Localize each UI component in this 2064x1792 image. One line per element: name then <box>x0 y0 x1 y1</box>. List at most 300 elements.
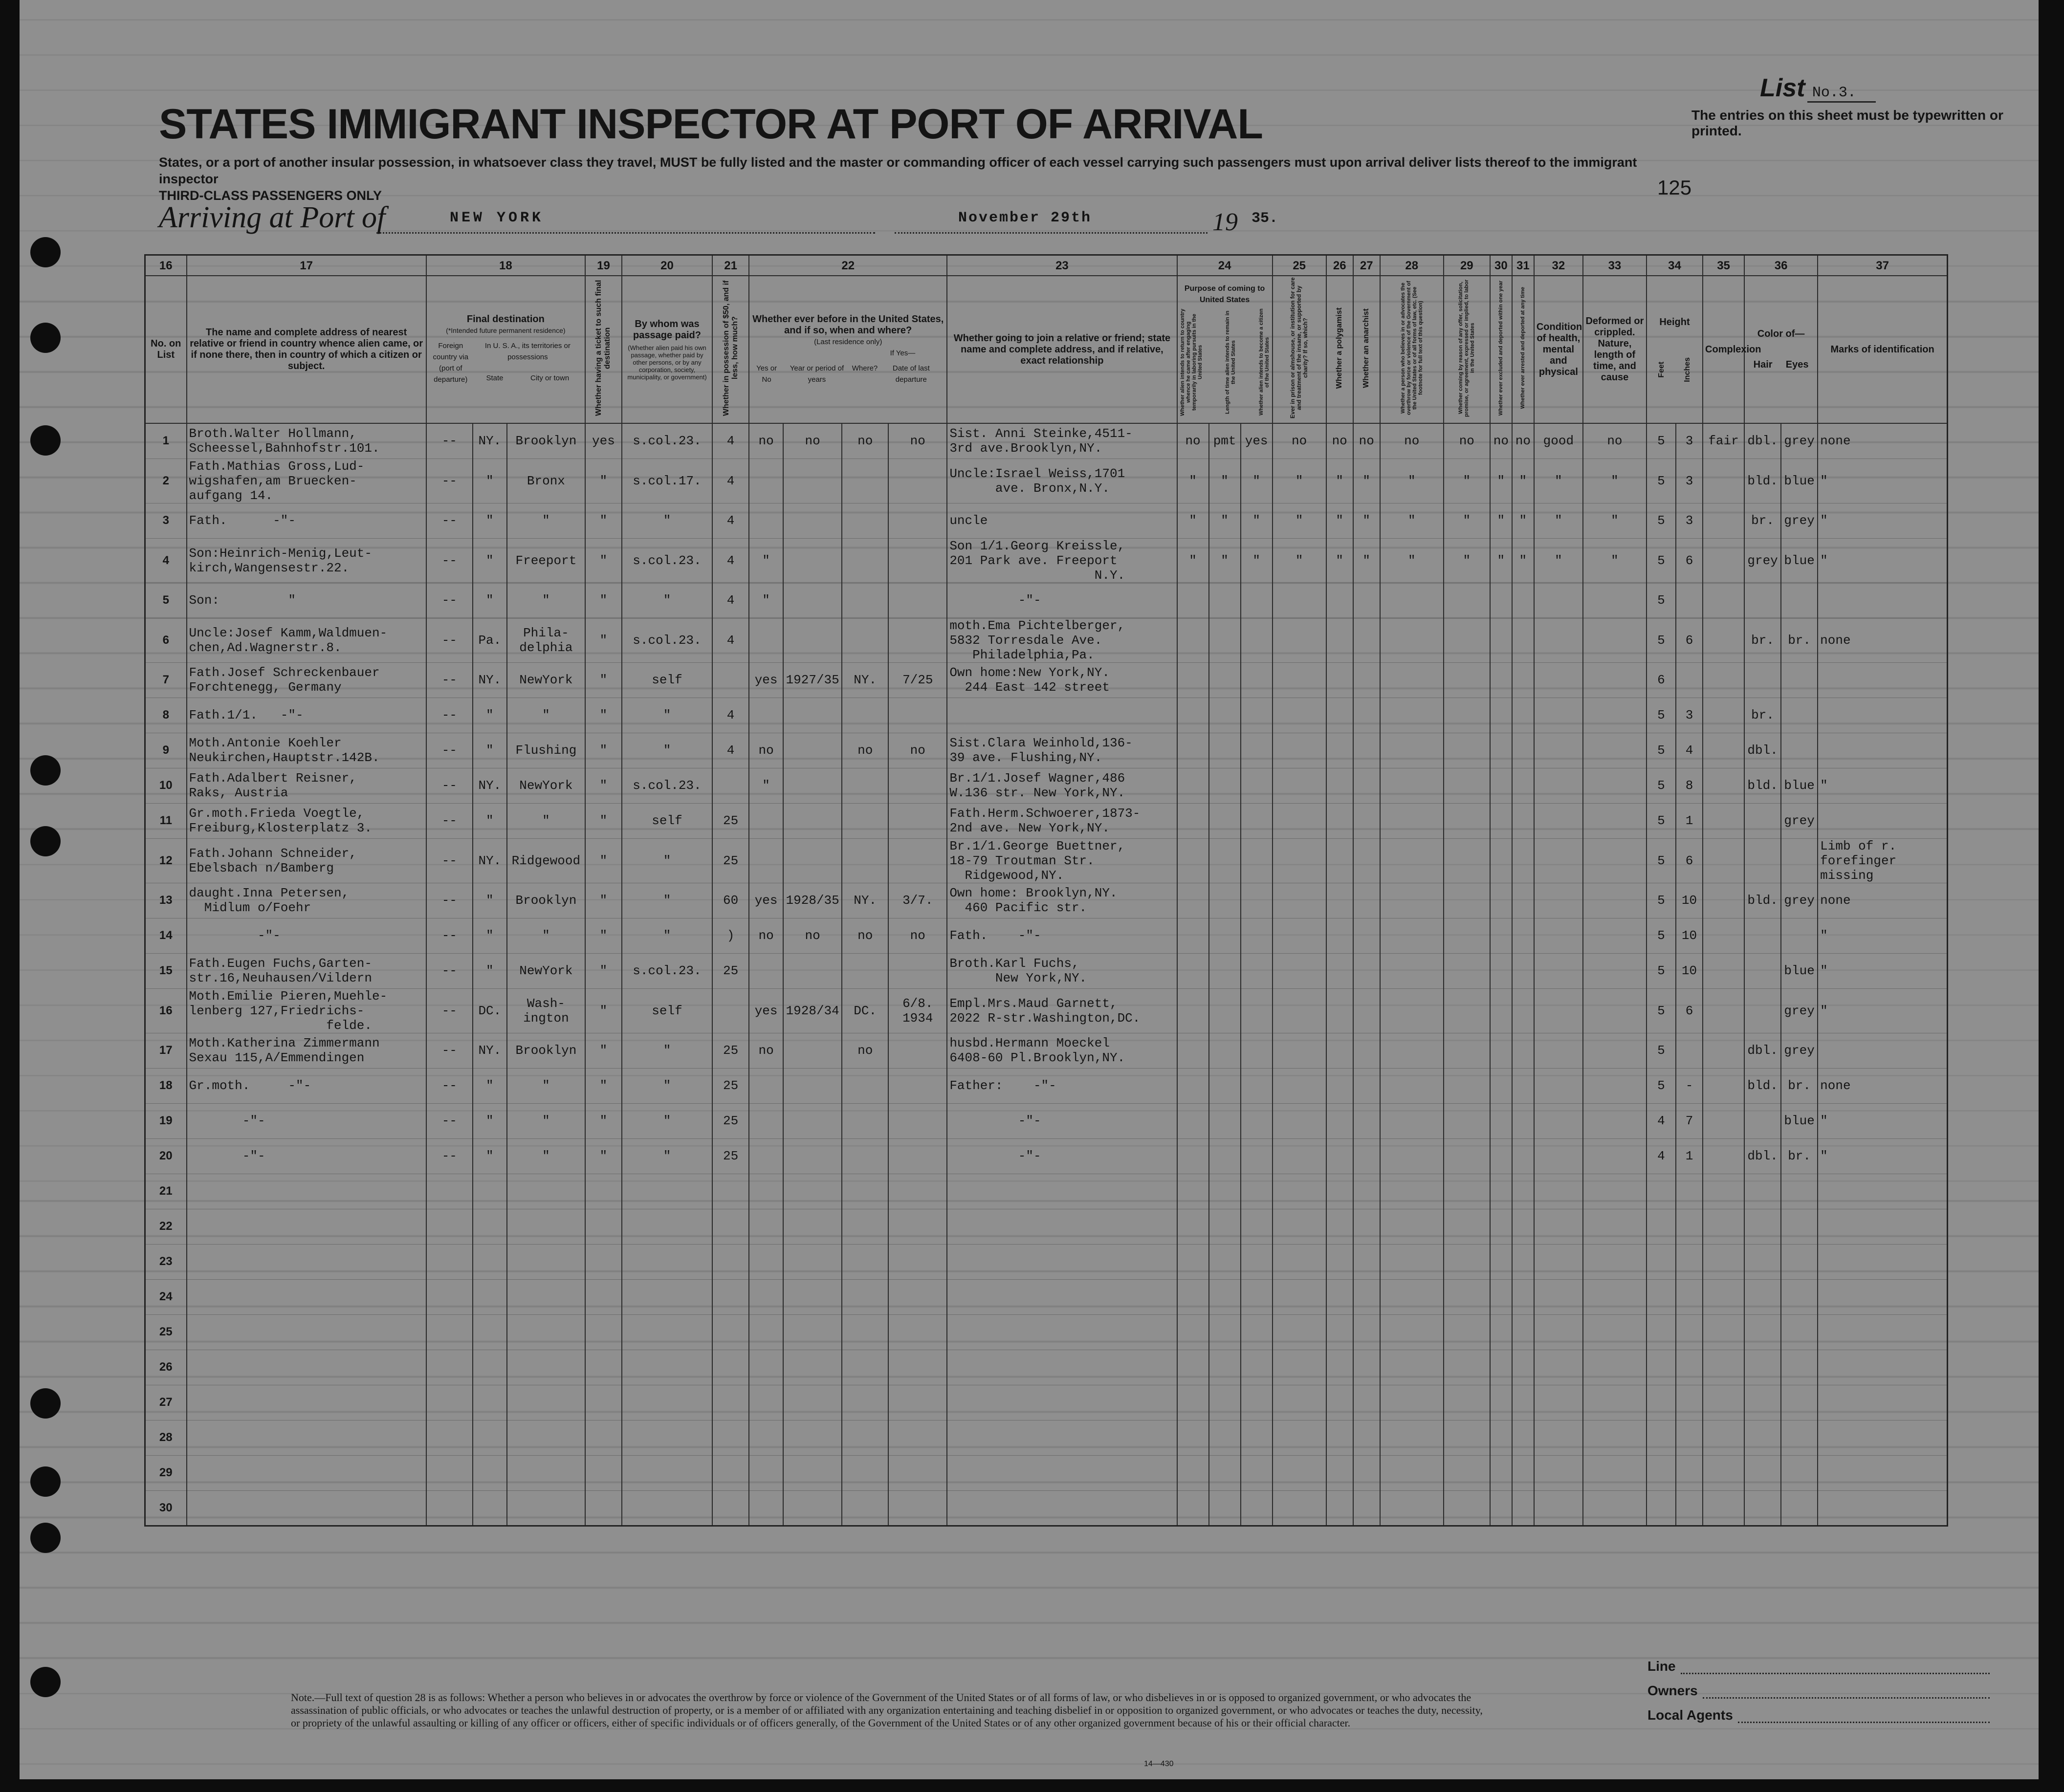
cell-state: " <box>473 503 507 538</box>
cell-health <box>1534 1314 1583 1350</box>
cell-relative: Broth.Walter Hollmann, Scheessel,Bahnhofstr.101. <box>187 423 426 459</box>
cell-overthrow <box>1380 1455 1444 1490</box>
cell-via: -- <box>426 662 473 698</box>
cell-inches: 3 <box>1676 503 1703 538</box>
table-row <box>145 838 1948 883</box>
cell-money: 25 <box>712 838 749 883</box>
cell-excl <box>1490 1314 1512 1350</box>
cell-overthrow <box>1380 1385 1444 1420</box>
cell-eyes: grey <box>1781 423 1818 459</box>
cell-where <box>842 1244 888 1279</box>
cell-hair: bld. <box>1744 768 1781 803</box>
cell-years <box>783 1209 842 1244</box>
cell-inches: 3 <box>1676 423 1703 459</box>
cell-relative <box>187 1420 426 1455</box>
cell-p-return <box>1177 1244 1209 1279</box>
cell-before <box>749 1385 783 1420</box>
cell-p-return <box>1177 733 1209 768</box>
cell-anarch <box>1353 838 1380 883</box>
cell-no: 12 <box>145 838 187 883</box>
cell-labor <box>1444 1314 1490 1350</box>
cell-prison <box>1273 662 1326 698</box>
cell-years: 1928/35 <box>783 883 842 918</box>
cell-prison <box>1273 953 1326 988</box>
cell-labor <box>1444 883 1490 918</box>
header-previous-visit: Whether ever before in the United States, and if so, when and where? (Last residence only) If Yes— Yes or No Year or period of years Where? Date of last departure <box>749 276 947 423</box>
cell-ticket: " <box>585 618 622 662</box>
cell-inches <box>1676 1490 1703 1526</box>
cell-ticket: " <box>585 803 622 838</box>
cell-dep: no <box>888 918 947 953</box>
header-passage-paid: By whom was passage paid? (Whether alien paid his own passage, whether paid by other persons, or by any corporation, society, municipality, or government) <box>622 276 712 423</box>
cell-p-length <box>1209 1033 1241 1068</box>
cell-via: -- <box>426 1103 473 1138</box>
cell-inches: 10 <box>1676 883 1703 918</box>
cell-money: 25 <box>712 803 749 838</box>
cell-p-length <box>1209 1244 1241 1279</box>
cell-arrest <box>1512 1314 1534 1350</box>
line-field <box>1681 1658 1990 1674</box>
cell-inches <box>1676 583 1703 618</box>
column-number: 19 <box>585 255 622 276</box>
cell-p-length <box>1209 1490 1241 1526</box>
table-row <box>145 1314 1948 1350</box>
cell-marks <box>1818 733 1947 768</box>
cell-marks: none <box>1818 883 1947 918</box>
cell-excl <box>1490 1490 1512 1526</box>
cell-excl <box>1490 1420 1512 1455</box>
cell-join <box>947 1420 1177 1455</box>
header-deformed: Deformed or crippled. Nature, length of time, and cause <box>1583 276 1647 423</box>
cell-health <box>1534 838 1583 883</box>
cell-relative: Moth.Antonie Koehler Neukirchen,Hauptstr.142B. <box>187 733 426 768</box>
cell-money <box>712 1279 749 1314</box>
cell-polyg <box>1326 1350 1353 1385</box>
cell-prison <box>1273 1068 1326 1103</box>
cell-city <box>507 1350 585 1385</box>
cell-no: 9 <box>145 733 187 768</box>
cell-paid: self <box>622 662 712 698</box>
cell-arrest <box>1512 1244 1534 1279</box>
cell-labor <box>1444 1209 1490 1244</box>
cell-dep <box>888 1314 947 1350</box>
cell-join: -"- <box>947 583 1177 618</box>
cell-marks <box>1818 662 1947 698</box>
cell-health <box>1534 988 1583 1033</box>
cell-excl: " <box>1490 503 1512 538</box>
cell-ticket: " <box>585 768 622 803</box>
cell-health: " <box>1534 459 1583 503</box>
cell-health <box>1534 1244 1583 1279</box>
cell-ticket <box>585 1455 622 1490</box>
header-last-departure: Date of last departure <box>892 364 930 384</box>
table-row <box>145 1209 1948 1244</box>
cell-hair <box>1744 838 1781 883</box>
cell-city: NewYork <box>507 953 585 988</box>
header-nearest-relative: The name and complete address of nearest relative or friend in country whence alien came, or if none there, then in country of which a citizen or subject. <box>187 276 426 423</box>
cell-no: 15 <box>145 953 187 988</box>
cell-where <box>842 768 888 803</box>
cell-where <box>842 618 888 662</box>
cell-deformed <box>1583 698 1647 733</box>
cell-inches <box>1676 1279 1703 1314</box>
cell-prison <box>1273 1490 1326 1526</box>
cell-years <box>783 1455 842 1490</box>
cell-via: -- <box>426 768 473 803</box>
column-number: 17 <box>187 255 426 276</box>
cell-dep <box>888 1138 947 1174</box>
cell-p-length <box>1209 583 1241 618</box>
cell-p-return <box>1177 1103 1209 1138</box>
passage-paid-note: (Whether alien paid his own passage, whether paid by other persons, or by any corporation, society, municipality, or government) <box>627 344 707 381</box>
list-number: No.3. <box>1807 85 1876 103</box>
cell-join <box>947 1490 1177 1526</box>
cell-p-length: " <box>1209 538 1241 583</box>
cell-city: Wash- ington <box>507 988 585 1033</box>
cell-deformed <box>1583 1103 1647 1138</box>
cell-no: 13 <box>145 883 187 918</box>
cell-marks: " <box>1818 1103 1947 1138</box>
cell-where <box>842 698 888 733</box>
cell-polyg <box>1326 953 1353 988</box>
cell-relative: Fath.1/1. -"- <box>187 698 426 733</box>
cell-money: 4 <box>712 618 749 662</box>
cell-via: -- <box>426 618 473 662</box>
cell-hair <box>1744 1490 1781 1526</box>
cell-before <box>749 1174 783 1209</box>
cell-ticket: yes <box>585 423 622 459</box>
cell-deformed <box>1583 918 1647 953</box>
cell-labor: no <box>1444 423 1490 459</box>
cell-city: Brooklyn <box>507 423 585 459</box>
cell-complexion <box>1703 1385 1744 1420</box>
cell-ticket <box>585 1244 622 1279</box>
cell-p-return <box>1177 1068 1209 1103</box>
header-height: Height Feet Inches <box>1647 276 1703 423</box>
cell-p-return <box>1177 1138 1209 1174</box>
final-destination-note: (*Intended future permanent residence) <box>446 327 566 334</box>
cell-no: 16 <box>145 988 187 1033</box>
header-ticket: Whether having a ticket to such final destination <box>585 276 622 423</box>
cell-dep: 6/8. 1934 <box>888 988 947 1033</box>
cell-via: -- <box>426 918 473 953</box>
cell-join: Own home: Brooklyn,NY. 460 Pacific str. <box>947 883 1177 918</box>
cell-overthrow <box>1380 953 1444 988</box>
table-row <box>145 988 1948 1033</box>
cell-paid: s.col.23. <box>622 618 712 662</box>
cell-dep <box>888 1385 947 1420</box>
cell-complexion <box>1703 768 1744 803</box>
cell-p-citizen <box>1241 1209 1273 1244</box>
cell-relative <box>187 1455 426 1490</box>
cell-p-length: pmt <box>1209 423 1241 459</box>
cell-arrest <box>1512 1350 1534 1385</box>
column-number: 21 <box>712 255 749 276</box>
cell-city <box>507 1314 585 1350</box>
cell-health <box>1534 1350 1583 1385</box>
column-number: 34 <box>1647 255 1703 276</box>
cell-anarch: no <box>1353 423 1380 459</box>
cell-p-length: " <box>1209 503 1241 538</box>
cell-p-length <box>1209 1420 1241 1455</box>
cell-labor <box>1444 662 1490 698</box>
cell-before <box>749 1420 783 1455</box>
cell-deformed: " <box>1583 459 1647 503</box>
cell-overthrow <box>1380 1209 1444 1244</box>
cell-inches: 8 <box>1676 768 1703 803</box>
cell-years <box>783 1350 842 1385</box>
cell-hair <box>1744 918 1781 953</box>
cell-p-return: " <box>1177 459 1209 503</box>
form-number: 14—430 <box>1144 1760 1174 1768</box>
cell-prison <box>1273 1209 1326 1244</box>
cell-p-citizen <box>1241 988 1273 1033</box>
cell-complexion <box>1703 1068 1744 1103</box>
cell-join <box>947 1350 1177 1385</box>
cell-deformed <box>1583 1174 1647 1209</box>
cell-hair <box>1744 1244 1781 1279</box>
cell-prison <box>1273 883 1326 918</box>
cell-health <box>1534 1455 1583 1490</box>
cell-p-return: " <box>1177 503 1209 538</box>
cell-money <box>712 1420 749 1455</box>
cell-labor <box>1444 1068 1490 1103</box>
cell-p-length <box>1209 1174 1241 1209</box>
cell-health <box>1534 1385 1583 1420</box>
port-field <box>376 208 875 234</box>
header-excluded: Whether ever excluded and deported within one year <box>1490 276 1512 423</box>
cell-marks: " <box>1818 503 1947 538</box>
cell-arrest: " <box>1512 459 1534 503</box>
cell-p-length <box>1209 1455 1241 1490</box>
cell-no: 27 <box>145 1385 187 1420</box>
cell-eyes <box>1781 1490 1818 1526</box>
cell-eyes: grey <box>1781 988 1818 1033</box>
arriving-label: Arriving at Port of <box>159 201 386 234</box>
cell-before <box>749 1279 783 1314</box>
cell-city: " <box>507 503 585 538</box>
cell-state <box>473 1350 507 1385</box>
cell-years <box>783 1033 842 1068</box>
cell-before <box>749 1138 783 1174</box>
cell-overthrow <box>1380 662 1444 698</box>
table-row <box>145 538 1948 583</box>
cell-complexion <box>1703 918 1744 953</box>
cell-state: " <box>473 953 507 988</box>
cell-paid <box>622 1209 712 1244</box>
cell-city: " <box>507 1138 585 1174</box>
cell-money <box>712 768 749 803</box>
header-purpose: Purpose of coming to United States Whether alien intends to return to country whence he came after engaging temporarily in laboring pursuits in the United States Length of time alien intends to remain in the United States Whether alien intends to become a citizen of the United States <box>1177 276 1273 423</box>
cell-prison <box>1273 583 1326 618</box>
cell-city: Ridgewood <box>507 838 585 883</box>
table-row <box>145 583 1948 618</box>
cell-feet <box>1647 1490 1676 1526</box>
cell-dep <box>888 1350 947 1385</box>
cell-excl <box>1490 1350 1512 1385</box>
cell-overthrow <box>1380 1350 1444 1385</box>
cell-hair: bld. <box>1744 1068 1781 1103</box>
owners-label: Owners <box>1647 1683 1698 1698</box>
cell-before <box>749 1244 783 1279</box>
cell-paid: self <box>622 803 712 838</box>
cell-state: NY. <box>473 1033 507 1068</box>
cell-city: NewYork <box>507 662 585 698</box>
cell-where: no <box>842 733 888 768</box>
cell-excl: no <box>1490 423 1512 459</box>
cell-via <box>426 1420 473 1455</box>
cell-excl: " <box>1490 538 1512 583</box>
cell-before <box>749 618 783 662</box>
cell-prison <box>1273 1314 1326 1350</box>
cell-join: husbd.Hermann Moeckel 6408-60 Pl.Brooklyn,NY. <box>947 1033 1177 1068</box>
cell-excl <box>1490 988 1512 1033</box>
cell-state <box>473 1209 507 1244</box>
final-destination-title: Final destination <box>466 314 545 325</box>
cell-ticket: " <box>585 1068 622 1103</box>
cell-years <box>783 618 842 662</box>
cell-polyg <box>1326 1244 1353 1279</box>
cell-before <box>749 838 783 883</box>
column-number: 31 <box>1512 255 1534 276</box>
cell-complexion <box>1703 1209 1744 1244</box>
cell-marks: none <box>1818 423 1947 459</box>
cell-anarch <box>1353 918 1380 953</box>
cell-before: " <box>749 583 783 618</box>
cell-before <box>749 1490 783 1526</box>
cell-state: " <box>473 883 507 918</box>
cell-anarch <box>1353 1209 1380 1244</box>
cell-prison <box>1273 1385 1326 1420</box>
cell-polyg <box>1326 1103 1353 1138</box>
cell-paid: " <box>622 583 712 618</box>
cell-relative: -"- <box>187 1103 426 1138</box>
cell-arrest <box>1512 1103 1534 1138</box>
cell-anarch <box>1353 1068 1380 1103</box>
cell-eyes: grey <box>1781 503 1818 538</box>
cell-paid: self <box>622 988 712 1033</box>
column-number: 22 <box>749 255 947 276</box>
header-final-destination <box>426 276 585 423</box>
cell-city: Flushing <box>507 733 585 768</box>
cell-p-length <box>1209 662 1241 698</box>
cell-paid <box>622 1490 712 1526</box>
cell-feet: 5 <box>1647 918 1676 953</box>
cell-no: 24 <box>145 1279 187 1314</box>
cell-years <box>783 1068 842 1103</box>
cell-overthrow <box>1380 768 1444 803</box>
cell-before: no <box>749 1033 783 1068</box>
cell-labor <box>1444 1385 1490 1420</box>
cell-feet: 5 <box>1647 698 1676 733</box>
cell-years <box>783 1314 842 1350</box>
cell-feet: 5 <box>1647 1033 1676 1068</box>
cell-feet <box>1647 1385 1676 1420</box>
cell-p-length <box>1209 1103 1241 1138</box>
column-number: 35 <box>1703 255 1744 276</box>
cell-polyg: " <box>1326 503 1353 538</box>
punch-hole <box>30 1388 61 1419</box>
cell-relative: Son: " <box>187 583 426 618</box>
cell-where: NY. <box>842 883 888 918</box>
cell-relative: -"- <box>187 918 426 953</box>
cell-dep <box>888 1174 947 1209</box>
cell-arrest <box>1512 1209 1534 1244</box>
cell-inches: - <box>1676 1068 1703 1103</box>
cell-health <box>1534 1068 1583 1103</box>
cell-health <box>1534 803 1583 838</box>
cell-prison <box>1273 803 1326 838</box>
cell-where <box>842 803 888 838</box>
cell-prison: no <box>1273 423 1326 459</box>
cell-no: 1 <box>145 423 187 459</box>
cell-dep <box>888 1279 947 1314</box>
cell-overthrow <box>1380 883 1444 918</box>
cell-ticket <box>585 1385 622 1420</box>
cell-deformed <box>1583 733 1647 768</box>
cell-marks: " <box>1818 988 1947 1033</box>
cell-health <box>1534 1209 1583 1244</box>
cell-join: Sist.Clara Weinhold,136- 39 ave. Flushing,NY. <box>947 733 1177 768</box>
cell-health <box>1534 1033 1583 1068</box>
cell-where <box>842 538 888 583</box>
cell-complexion <box>1703 1455 1744 1490</box>
cell-eyes <box>1781 1420 1818 1455</box>
cell-join: Son 1/1.Georg Kreissle, 201 Park ave. Freeport N.Y. <box>947 538 1177 583</box>
cell-join: Own home:New York,NY. 244 East 142 street <box>947 662 1177 698</box>
column-number: 27 <box>1353 255 1380 276</box>
header-yes-no: Yes or No <box>756 364 777 384</box>
cell-labor <box>1444 1174 1490 1209</box>
cell-via <box>426 1350 473 1385</box>
cell-join <box>947 698 1177 733</box>
cell-relative: -"- <box>187 1138 426 1174</box>
year-suffix: 35. <box>1252 210 1278 227</box>
cell-join <box>947 1455 1177 1490</box>
cell-health <box>1534 1279 1583 1314</box>
cell-labor <box>1444 953 1490 988</box>
cell-feet: 5 <box>1647 1068 1676 1103</box>
cell-deformed <box>1583 1385 1647 1420</box>
cell-hair: br. <box>1744 618 1781 662</box>
cell-before <box>749 503 783 538</box>
header-hair: Hair <box>1753 359 1773 370</box>
cell-years <box>783 538 842 583</box>
table-row <box>145 918 1948 953</box>
cell-marks <box>1818 1174 1947 1209</box>
cell-p-return <box>1177 1385 1209 1420</box>
cell-polyg <box>1326 883 1353 918</box>
table-row <box>145 883 1948 918</box>
header-anarchist: Whether an anarchist <box>1353 276 1380 423</box>
cell-paid: " <box>622 918 712 953</box>
cell-prison <box>1273 733 1326 768</box>
cell-excl <box>1490 698 1512 733</box>
cell-state: " <box>473 1103 507 1138</box>
cell-paid: " <box>622 698 712 733</box>
cell-hair <box>1744 1209 1781 1244</box>
cell-no: 28 <box>145 1420 187 1455</box>
cell-where <box>842 1350 888 1385</box>
cell-prison: " <box>1273 459 1326 503</box>
cell-polyg <box>1326 1490 1353 1526</box>
cell-prison <box>1273 1420 1326 1455</box>
cell-inches: 3 <box>1676 459 1703 503</box>
cell-city <box>507 1279 585 1314</box>
header-possession-money: Whether in possession of $50, and if less, how much? <box>712 276 749 423</box>
cell-p-citizen <box>1241 953 1273 988</box>
owners-field <box>1703 1683 1990 1699</box>
